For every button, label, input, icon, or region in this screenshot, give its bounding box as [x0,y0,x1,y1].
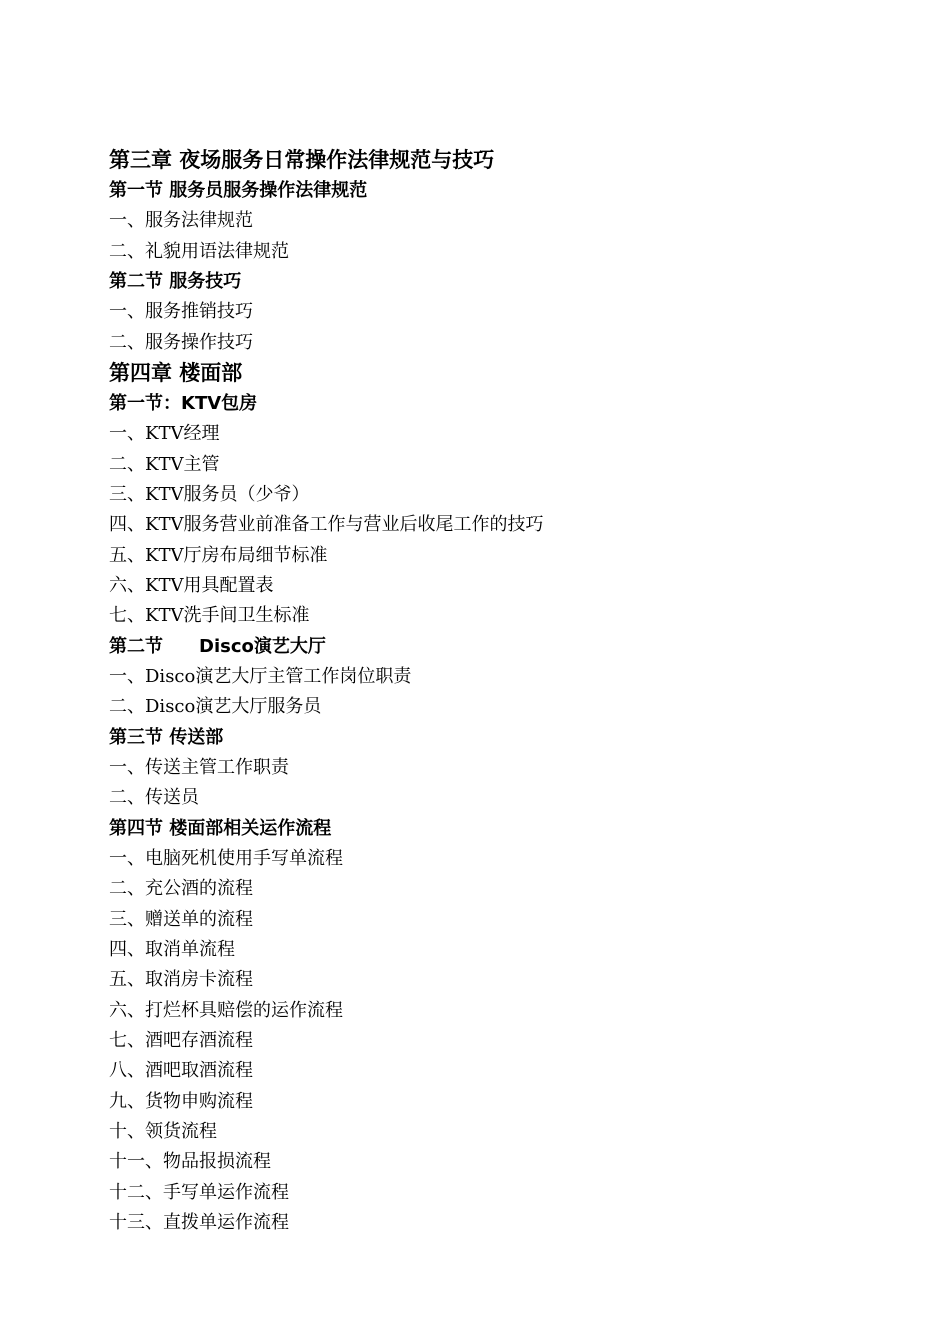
toc-item: 一、Disco演艺大厅主管工作岗位职责 [109,665,412,687]
toc-item: 一、服务推销技巧 [109,301,253,323]
toc-item: 二、传送员 [109,787,199,809]
toc-item: 十一、物品报损流程 [109,1151,271,1173]
toc-item: 四、取消单流程 [109,938,235,960]
table-of-contents [109,145,869,1238]
toc-section: 第一节 服务员服务操作法律规范 [109,180,368,201]
toc-item: 五、KTV厅房布局细节标准 [109,544,328,566]
toc-item: 六、打烂杯具赔偿的运作流程 [109,999,343,1021]
toc-item: 三、赠送单的流程 [109,908,253,930]
toc-item: 二、Disco演艺大厅服务员 [109,696,322,718]
toc-section: 第三节 传送部 [109,726,224,748]
toc-item: 十、领货流程 [109,1120,217,1142]
toc-item: 一、传送主管工作职责 [109,756,289,778]
toc-item: 三、KTV服务员（少爷） [109,483,310,505]
toc-section: 第二节 Disco演艺大厅 [109,635,326,657]
toc-item: 一、电脑死机使用手写单流程 [109,847,343,869]
toc-item: 十二、手写单运作流程 [109,1181,289,1203]
toc-chapter: 第三章 夜场服务日常操作法律规范与技巧 [109,148,495,172]
toc-item: 六、KTV用具配置表 [109,574,274,596]
toc-chapter: 第四章 楼面部 [109,360,243,385]
toc-item: 十三、直拨单运作流程 [109,1211,289,1233]
toc-item: 七、酒吧存酒流程 [109,1029,253,1051]
toc-item: 二、服务操作技巧 [109,331,253,353]
toc-item: 九、货物申购流程 [109,1090,253,1112]
toc-item: 二、KTV主管 [109,453,220,475]
toc-item: 四、KTV服务营业前准备工作与营业后收尾工作的技巧 [109,514,544,536]
toc-section: 第二节 服务技巧 [109,270,242,292]
toc-item: 七、KTV洗手间卫生标准 [109,605,310,627]
toc-item: 二、礼貌用语法律规范 [109,240,289,262]
toc-item: 一、KTV经理 [109,423,220,445]
toc-item: 五、取消房卡流程 [109,969,253,991]
toc-section: 第四节 楼面部相关运作流程 [109,817,332,839]
toc-item: 一、服务法律规范 [109,210,253,232]
toc-section: 第一节：KTV包房 [109,392,258,414]
toc-item: 二、充公酒的流程 [109,878,253,900]
toc-item: 八、酒吧取酒流程 [109,1060,253,1082]
